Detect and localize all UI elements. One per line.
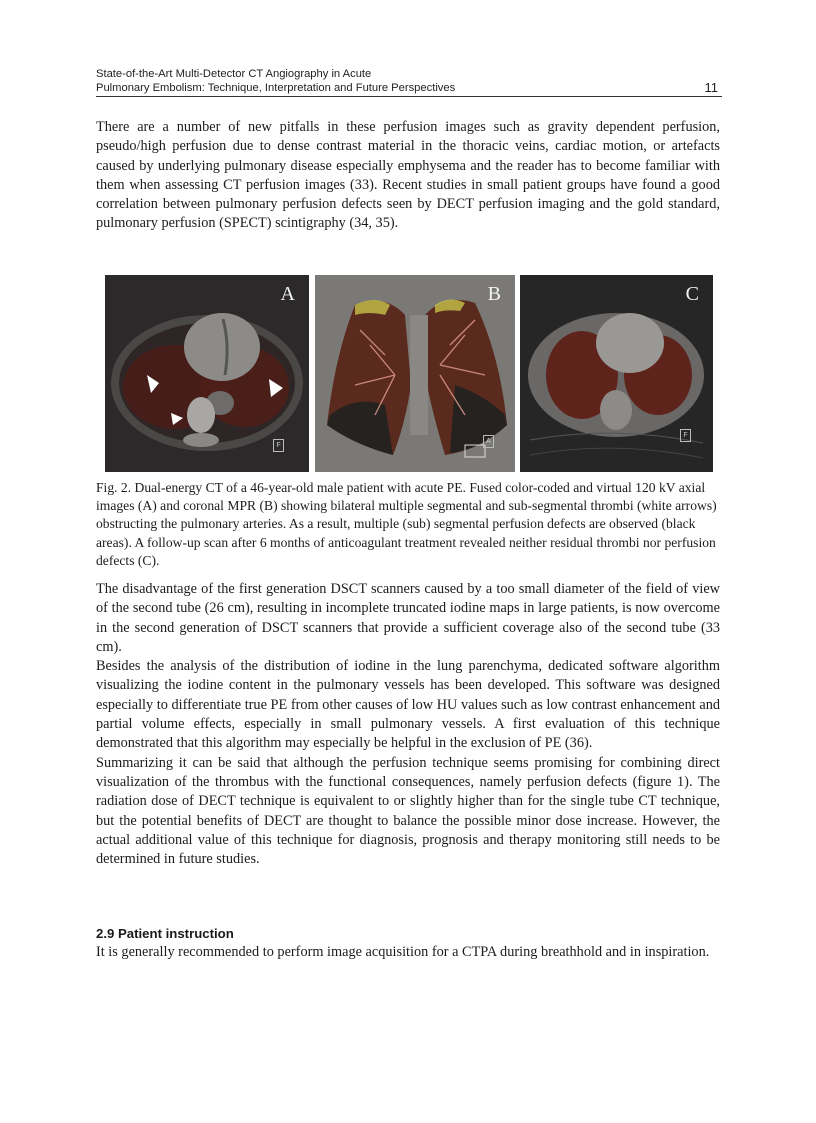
panel-letter-c: C bbox=[685, 283, 699, 305]
panel-letter-b: B bbox=[487, 283, 501, 305]
header-title-line1: State-of-the-Art Multi-Detector CT Angiography in Acute bbox=[96, 68, 372, 80]
paragraph: The disadvantage of the first generation DSCT scanners caused by a too small diameter of the field of view of the second tube (26 cm), resulting in incomplete truncated iodine maps in large patients, is now overcome in the second generation of DSCT scanners that provide a sufficient coverage also of the second tube (33 cm). bbox=[96, 581, 720, 655]
figure-panel-a bbox=[105, 275, 309, 472]
figure-caption: Fig. 2. Dual-energy CT of a 46-year-old male patient with acute PE. Fused color-coded and virtual 120 kV axial images (A) and coronal MPR (B) showing bilateral multiple segmental and sub-segmental thrombi (white arrows) obstructing the pulmonary arteries. As a result, multiple (sub) segmental perfusion defects are observed (black areas). A follow-up scan after 6 months of anticoagulant treatment revealed neither residual thrombi nor perfusion defects (C). bbox=[96, 480, 717, 568]
panel-letter-a: A bbox=[280, 283, 295, 305]
figure-panel-b bbox=[315, 275, 515, 472]
paragraph: Besides the analysis of the distribution of iodine in the lung parenchyma, dedicated software algorithm visualizing the iodine content in the pulmonary vessels has been developed. This software was designed especially to differentiate true PE from other causes of low HU values such as low contrast enhancement and partial volume effects, especially in small pulmonary vessels. A first evaluation of this technique demonstrated that this algorithm may especially be helpful in the exclusion of PE (36). bbox=[96, 658, 720, 752]
section-heading: 2.9 Patient instruction bbox=[96, 926, 234, 941]
paragraph: It is generally recommended to perform image acquisition for a CTPA during breathhold and in inspiration. bbox=[96, 944, 710, 960]
figure-2 bbox=[105, 275, 713, 472]
intro-paragraph bbox=[96, 118, 720, 234]
running-header bbox=[96, 67, 722, 97]
page-number: 11 bbox=[704, 80, 718, 95]
discussion-section bbox=[96, 580, 720, 869]
figure-panel-c bbox=[520, 275, 713, 472]
paragraph: There are a number of new pitfalls in these perfusion images such as gravity dependent perfusion, pseudo/high perfusion due to dense contrast material in the thoracic veins, cardiac motion, or artefacts caused by underlying pulmonary disease especially emphysema and the reader has to become familiar with them when assessing CT perfusion images (33). Recent studies in small patient groups have found a good correlation between pulmonary perfusion defects seen by DECT perfusion imaging and the gold standard, pulmonary perfusion (SPECT) scintigraphy (34, 35). bbox=[96, 119, 720, 232]
orientation-label-a: F bbox=[273, 439, 284, 452]
orientation-label-c: F bbox=[680, 429, 691, 442]
patient-instruction-section bbox=[96, 943, 720, 962]
paragraph: Summarizing it can be said that although the perfusion technique seems promising for combining direct visualization of the thrombus with the functional consequences, namely perfusion defects (figure 1). The radiation dose of DECT technique is equivalent to or slightly higher than for the single tube CT technique, but the potential benefits of DECT are thought to balance the possible minor dose increase. However, the actual additional value of this technique for diagnosis, prognosis and therapy monitoring still needs to be determined in future studies. bbox=[96, 754, 720, 868]
followup-axial-ct-image-c bbox=[520, 275, 713, 472]
orientation-label-b: A bbox=[483, 435, 494, 448]
header-title-line2: Pulmonary Embolism: Technique, Interpretation and Future Perspectives bbox=[96, 82, 456, 94]
